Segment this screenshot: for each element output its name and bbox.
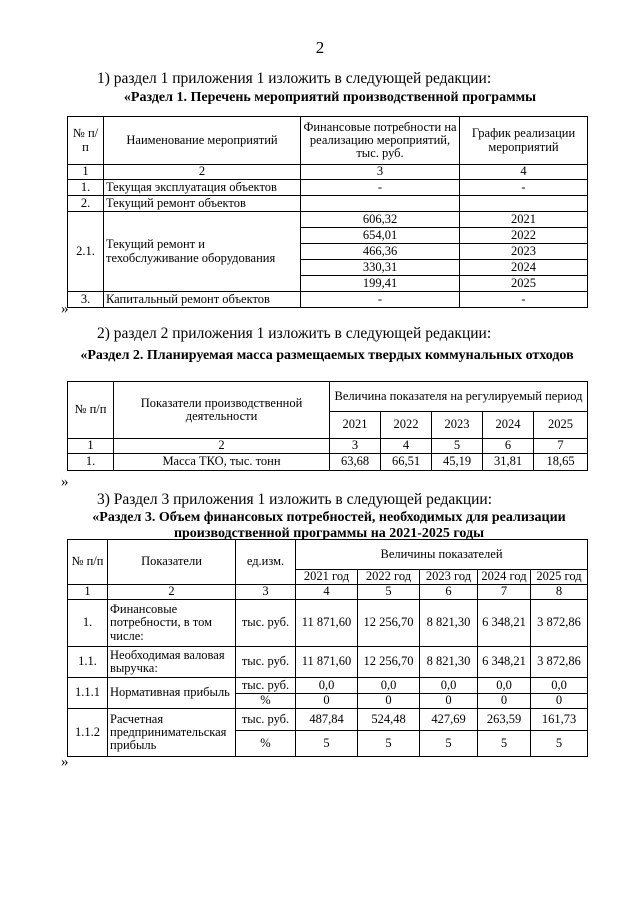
s3-header-num: № п/п xyxy=(68,540,108,585)
s3-row112-num: 1.1.2 xyxy=(68,709,108,757)
s1-row-schedule: - xyxy=(460,292,588,308)
s3-row112-name: Расчетная предпринимательская прибыль xyxy=(108,709,236,757)
section3-intro: 3) Раздел 3 приложения 1 изложить в следующей редакции: xyxy=(97,491,493,508)
s3-row11-value: 6 348,21 xyxy=(478,647,531,678)
s1-maint-year: 2024 xyxy=(460,260,588,276)
s2-year: 2025 xyxy=(534,412,588,439)
s3-row112-value: 487,84 xyxy=(296,709,358,731)
s2-header-num: № п/п xyxy=(68,382,114,439)
s1-maint-num: 2.1. xyxy=(68,212,104,292)
s3-row111-value: 0 xyxy=(420,694,478,709)
s3-row1-value: 3 872,86 xyxy=(531,600,588,647)
s1-header-schedule: График реализации мероприятий xyxy=(460,117,588,165)
s3-row112-unit: тыс. руб. xyxy=(236,709,296,731)
s1-row-schedule xyxy=(460,196,588,212)
s3-colnum: 1 xyxy=(68,585,108,600)
s1-row-name: Капитальный ремонт объектов xyxy=(104,292,301,308)
s1-row-num: 1. xyxy=(68,180,104,196)
s1-colnum: 3 xyxy=(301,165,460,180)
s3-row11-value: 11 871,60 xyxy=(296,647,358,678)
s3-row1-unit: тыс. руб. xyxy=(236,600,296,647)
s3-row11-unit: тыс. руб. xyxy=(236,647,296,678)
s3-row11-value: 3 872,86 xyxy=(531,647,588,678)
s1-row-finance: - xyxy=(301,292,460,308)
s3-colnum: 2 xyxy=(108,585,236,600)
s3-row1-value: 6 348,21 xyxy=(478,600,531,647)
section2-table xyxy=(67,381,588,471)
s1-row-name: Текущий ремонт объектов xyxy=(104,196,301,212)
page-number: 2 xyxy=(315,38,325,57)
section3-heading-line1: «Раздел 3. Объем финансовых потребностей, необходимых для реализации xyxy=(92,510,566,525)
s1-row-num: 2. xyxy=(68,196,104,212)
section1-table xyxy=(67,116,588,308)
s3-row111-unit: % xyxy=(236,694,296,709)
section2-close-quote: » xyxy=(61,474,69,490)
s2-colnum: 5 xyxy=(432,439,483,454)
s2-colnum: 1 xyxy=(68,439,114,454)
s2-colnum: 7 xyxy=(534,439,588,454)
s3-row111-value: 0,0 xyxy=(478,678,531,694)
s3-row112-unit: % xyxy=(236,731,296,757)
s3-row112-value: 5 xyxy=(420,731,478,757)
s2-colnum: 2 xyxy=(114,439,330,454)
s3-row11-num: 1.1. xyxy=(68,647,108,678)
s1-colnum: 4 xyxy=(460,165,588,180)
s2-row-value: 66,51 xyxy=(381,454,432,471)
s3-row112-value: 5 xyxy=(358,731,420,757)
s3-row1-value: 12 256,70 xyxy=(358,600,420,647)
s3-header-indicators: Показатели xyxy=(108,540,236,585)
s1-maint-year: 2025 xyxy=(460,276,588,292)
s3-row1-num: 1. xyxy=(68,600,108,647)
s2-year: 2022 xyxy=(381,412,432,439)
section2-intro: 2) раздел 2 приложения 1 изложить в следующей редакции: xyxy=(97,325,492,342)
s1-maint-finance: 330,31 xyxy=(301,260,460,276)
s2-year: 2024 xyxy=(483,412,534,439)
s1-maint-year: 2023 xyxy=(460,244,588,260)
s2-header-value: Величина показателя на регулируемый период xyxy=(330,382,588,412)
s3-row111-value: 0 xyxy=(358,694,420,709)
s1-header-num: № п/п xyxy=(68,117,104,165)
s3-row111-value: 0 xyxy=(531,694,588,709)
s1-header-name: Наименование мероприятий xyxy=(104,117,301,165)
s3-row112-value: 5 xyxy=(478,731,531,757)
s2-colnum: 4 xyxy=(381,439,432,454)
s3-row11-name: Необходимая валовая выручка: xyxy=(108,647,236,678)
s3-header-values: Величины показателей xyxy=(296,540,588,570)
s1-row-name: Текущая эксплуатация объектов xyxy=(104,180,301,196)
s3-colnum: 5 xyxy=(358,585,420,600)
s1-maint-finance: 199,41 xyxy=(301,276,460,292)
s2-row-num: 1. xyxy=(68,454,114,471)
s2-year: 2023 xyxy=(432,412,483,439)
s3-row111-unit: тыс. руб. xyxy=(236,678,296,694)
s3-header-unit: ед.изм. xyxy=(236,540,296,585)
s3-colnum: 6 xyxy=(420,585,478,600)
s3-year: 2021 год xyxy=(296,570,358,585)
s3-row112-value: 5 xyxy=(296,731,358,757)
s2-row-name: Масса ТКО, тыс. тонн xyxy=(114,454,330,471)
s3-year: 2024 год xyxy=(478,570,531,585)
section2-heading: «Раздел 2. Планируемая масса размещаемых твердых коммунальных отходов xyxy=(80,348,574,363)
s3-row112-value: 524,48 xyxy=(358,709,420,731)
s3-year: 2023 год xyxy=(420,570,478,585)
section3-close-quote: » xyxy=(61,754,69,770)
s1-maint-year: 2022 xyxy=(460,228,588,244)
s1-row-num: 3. xyxy=(68,292,104,308)
s2-row-value: 63,68 xyxy=(330,454,381,471)
s1-maint-finance: 606,32 xyxy=(301,212,460,228)
s1-colnum: 1 xyxy=(68,165,104,180)
s3-row1-name: Финансовые потребности, в том числе: xyxy=(108,600,236,647)
s2-year: 2021 xyxy=(330,412,381,439)
s3-colnum: 3 xyxy=(236,585,296,600)
s3-colnum: 7 xyxy=(478,585,531,600)
s1-row-finance xyxy=(301,196,460,212)
section3-table xyxy=(67,539,588,757)
s3-colnum: 8 xyxy=(531,585,588,600)
section1-close-quote: » xyxy=(61,301,69,317)
s3-row111-num: 1.1.1 xyxy=(68,678,108,709)
s3-row111-value: 0,0 xyxy=(531,678,588,694)
s3-row11-value: 8 821,30 xyxy=(420,647,478,678)
s1-maint-name: Текущий ремонт и техобслуживание оборудования xyxy=(104,212,301,292)
s3-row1-value: 11 871,60 xyxy=(296,600,358,647)
s3-row112-value: 427,69 xyxy=(420,709,478,731)
s3-row111-name: Нормативная прибыль xyxy=(108,678,236,709)
s1-row-schedule: - xyxy=(460,180,588,196)
s1-maint-year: 2021 xyxy=(460,212,588,228)
s3-row112-value: 263,59 xyxy=(478,709,531,731)
s3-row11-value: 12 256,70 xyxy=(358,647,420,678)
s1-header-finance: Финансовые потребности на реализацию мероприятий, тыс. руб. xyxy=(301,117,460,165)
s2-header-indicator: Показатели производственной деятельности xyxy=(114,382,330,439)
s1-maint-finance: 654,01 xyxy=(301,228,460,244)
section1-heading: «Раздел 1. Перечень мероприятий производственной программы xyxy=(123,90,537,105)
section1-intro: 1) раздел 1 приложения 1 изложить в следующей редакции: xyxy=(97,70,492,87)
s1-row-finance: - xyxy=(301,180,460,196)
s3-year: 2022 год xyxy=(358,570,420,585)
s3-row111-value: 0,0 xyxy=(296,678,358,694)
s2-row-value: 31,81 xyxy=(483,454,534,471)
s3-row112-value: 161,73 xyxy=(531,709,588,731)
s2-colnum: 6 xyxy=(483,439,534,454)
s3-row111-value: 0 xyxy=(296,694,358,709)
s2-row-value: 45,19 xyxy=(432,454,483,471)
s3-row111-value: 0,0 xyxy=(358,678,420,694)
s3-colnum: 4 xyxy=(296,585,358,600)
s2-colnum: 3 xyxy=(330,439,381,454)
s1-maint-finance: 466,36 xyxy=(301,244,460,260)
s3-row111-value: 0 xyxy=(478,694,531,709)
s3-year: 2025 год xyxy=(531,570,588,585)
s2-row-value: 18,65 xyxy=(534,454,588,471)
s3-row1-value: 8 821,30 xyxy=(420,600,478,647)
section3-heading-line2: производственной программы на 2021-2025 годы xyxy=(173,526,485,541)
s1-colnum: 2 xyxy=(104,165,301,180)
s3-row111-value: 0,0 xyxy=(420,678,478,694)
s3-row112-value: 5 xyxy=(531,731,588,757)
